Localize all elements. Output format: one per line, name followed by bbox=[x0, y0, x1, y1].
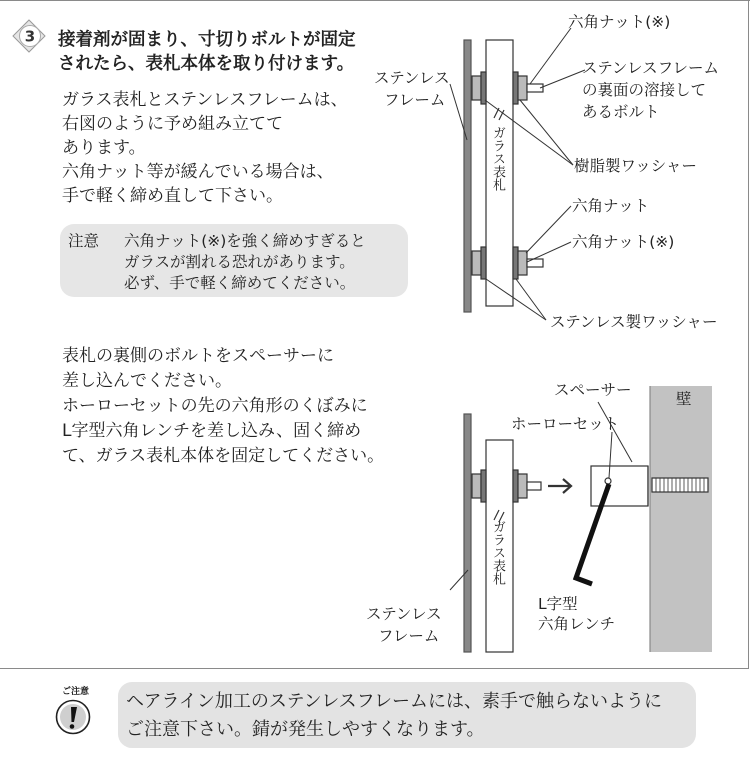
stainless-washer-label: ステンレス製ワッシャー bbox=[550, 313, 718, 331]
welded-bolt-label: あるボルト bbox=[582, 103, 660, 121]
note-label: 注意 bbox=[68, 232, 100, 250]
frame-plate-1 bbox=[464, 40, 471, 312]
hex-nut-top-right bbox=[518, 76, 527, 100]
note-line: 六角ナット(※)を強く締めすぎると bbox=[124, 232, 366, 250]
welded-bolt-label: ステンレスフレーム bbox=[582, 59, 719, 77]
washer-top-left bbox=[481, 72, 486, 104]
set-screw-label: ホーローセット bbox=[511, 415, 620, 433]
glass-label-1: ガラス表札 bbox=[490, 126, 505, 191]
hex-nut-right-2 bbox=[518, 474, 527, 498]
bolt-2 bbox=[527, 482, 541, 490]
washer-left-2 bbox=[481, 470, 486, 502]
wrench-label: L字型 bbox=[538, 595, 578, 613]
spacer-label: スペーサー bbox=[554, 381, 632, 399]
hex-nut-bottom-right bbox=[518, 251, 527, 275]
set-screw-hole bbox=[605, 478, 611, 484]
glass-label-2: ガラス表札 bbox=[490, 520, 505, 585]
hex-nut-bottom-left bbox=[472, 251, 481, 275]
body1-line: 右図のように予め組み立てて bbox=[62, 114, 283, 134]
body2-line: 差し込んでください。 bbox=[62, 371, 232, 391]
caution-line: ヘアライン加工のステンレスフレームには、素手で触らないように bbox=[126, 691, 662, 712]
heading-line-1: 接着剤が固まり、寸切りボルトが固定 bbox=[58, 30, 356, 50]
bolt-bottom bbox=[527, 259, 543, 267]
body2-line: ホーローセットの先の六角形のくぼみに bbox=[62, 396, 368, 416]
hex-nut-label: 六角ナット bbox=[572, 197, 650, 215]
frame-label-1: フレーム bbox=[384, 91, 446, 109]
hex-nut-mark-label-1: 六角ナット(※) bbox=[568, 13, 671, 31]
body1-line: 手で軽く締め直して下さい。 bbox=[62, 186, 283, 206]
caution-label: ご注意 bbox=[62, 687, 90, 697]
heading-line-2: されたら、表札本体を取り付けます。 bbox=[58, 54, 355, 74]
welded-bolt-label: の裏面の溶接して bbox=[582, 81, 707, 99]
hex-nut-left-2 bbox=[472, 474, 481, 498]
body2-line: 表札の裏側のボルトをスペーサーに bbox=[62, 346, 334, 366]
wrench-label: 六角レンチ bbox=[538, 615, 616, 633]
note-line: 必ず、手で軽く締めてください。 bbox=[124, 274, 356, 292]
spacer bbox=[591, 466, 648, 506]
washer-bottom-left bbox=[481, 247, 486, 279]
wall-label: 壁 bbox=[676, 390, 692, 408]
frame-plate-2 bbox=[464, 414, 471, 652]
body1-line: 六角ナット等が緩んでいる場合は、 bbox=[62, 162, 334, 182]
note-line: ガラスが割れる恐れがあります。 bbox=[124, 253, 355, 271]
frame-label-2: フレーム bbox=[378, 627, 440, 645]
body2-line: L字型六角レンチを差し込み、固く締め bbox=[62, 421, 362, 441]
wall bbox=[650, 386, 712, 652]
washer-right-2 bbox=[513, 470, 518, 502]
body1-line: ガラス表札とステンレスフレームは、 bbox=[62, 90, 348, 110]
body1-line: あります。 bbox=[62, 138, 146, 158]
washer-top-right bbox=[513, 72, 518, 104]
hex-nut-top-left bbox=[472, 76, 481, 100]
step-number: 3 bbox=[24, 27, 36, 46]
frame-label-1: ステンレス bbox=[374, 69, 450, 87]
frame-label-2: ステンレス bbox=[366, 605, 442, 623]
exclamation-icon bbox=[55, 699, 91, 735]
caution-line: ご注意下さい。錆が発生しやすくなります。 bbox=[126, 719, 485, 740]
washer-bottom-right bbox=[513, 247, 518, 279]
body2-line: て、ガラス表札本体を固定してください。 bbox=[62, 446, 385, 466]
hex-nut-mark-label-2: 六角ナット(※) bbox=[572, 233, 675, 251]
resin-washer-label: 樹脂製ワッシャー bbox=[574, 157, 697, 175]
